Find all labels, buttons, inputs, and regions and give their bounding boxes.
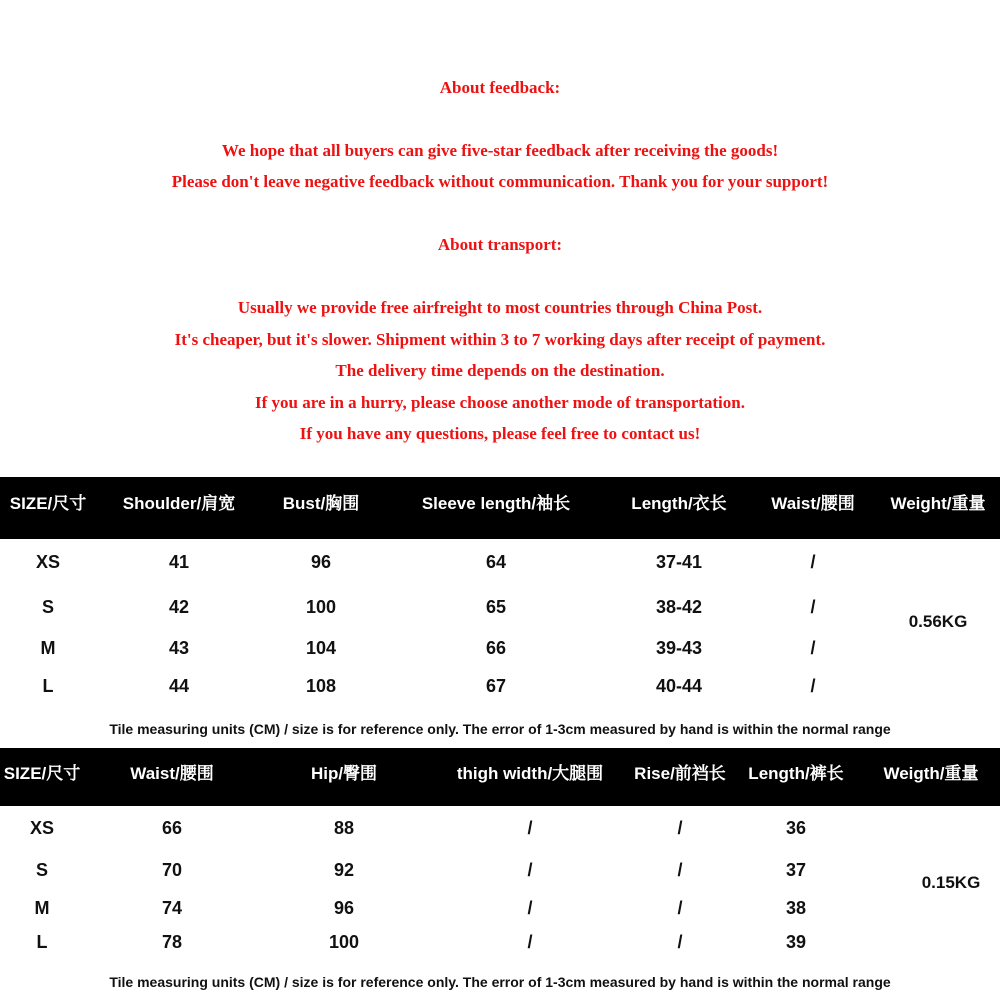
header-rise: Rise/前裆长 [634,764,726,783]
table-row-cell: 37-41 [655,552,703,572]
table-row-cell: 41 [168,552,190,572]
table-row-cell: 88 [333,818,355,838]
table-row-cell: / [527,898,533,918]
feedback-line-2: Please don't leave negative feedback without communication. Thank you for your support! [171,172,829,191]
table-row-cell: / [810,552,816,572]
bottom-size-table [0,748,1000,1000]
header-size: SIZE/尺寸 [3,764,81,783]
table-row-cell: / [527,932,533,952]
transport-line-1: Usually we provide free airfreight to most countries through China Post. [237,298,763,317]
table-row-cell: 67 [485,676,507,696]
table-row-cell: 66 [161,818,183,838]
table-row-cell: M [40,638,56,658]
header-waist: Waist/腰围 [130,764,214,783]
table-row-cell: 64 [485,552,507,572]
header-thigh-width: thigh width/大腿围 [456,764,604,783]
header-sleeve-length: Sleeve length/袖长 [421,494,571,513]
transport-line-2: It's cheaper, but it's slower. Shipment within 3 to 7 working days after receipt of payment. [174,330,826,349]
table-row-cell: 104 [305,638,337,658]
table-row-cell: 100 [305,597,337,617]
table-row-cell: 40-44 [655,676,703,696]
header-shoulder: Shoulder/肩宽 [122,494,236,513]
table-row-cell: S [35,860,49,880]
table-row-cell: / [677,860,683,880]
table-row-cell: 96 [310,552,332,572]
table-row-cell: 38 [785,898,807,918]
table-row-cell: 43 [168,638,190,658]
table-row-cell: / [527,818,533,838]
bottom-table-header [0,748,1000,806]
table-row-cell: / [677,898,683,918]
transport-title: About transport: [437,235,563,254]
table-row-cell: 66 [485,638,507,658]
table-row-cell: 70 [161,860,183,880]
table-row-cell: 38-42 [655,597,703,617]
table-row-cell: 100 [328,932,360,952]
table-row-cell: 78 [161,932,183,952]
table-row-cell: XS [35,552,61,572]
header-length: Length/衣长 [631,494,727,513]
feedback-title: About feedback: [439,78,561,97]
table-row-cell: L [36,932,48,952]
transport-line-5: If you have any questions, please feel free to contact us! [299,424,701,443]
transport-line-3: The delivery time depends on the destination. [335,361,665,380]
table-row-cell: 108 [305,676,337,696]
table-row-cell: / [677,932,683,952]
table-row-cell: / [810,597,816,617]
table-row-cell: 92 [333,860,355,880]
table-row-cell: 42 [168,597,190,617]
header-hip: Hip/臀围 [310,764,378,783]
table-row-cell: 39 [785,932,807,952]
bottom-weight-value: 0.15KG [921,873,981,892]
table-row-cell: 37 [785,860,807,880]
table-row-cell: / [677,818,683,838]
top-table-header [0,477,1000,539]
top-weight-value: 0.56KG [908,612,968,631]
header-weight: Weight/重量 [890,494,986,513]
transport-line-4: If you are in a hurry, please choose another mode of transportation. [254,393,745,412]
table-row-cell: 74 [161,898,183,918]
table-row-cell: 96 [333,898,355,918]
table-row-cell: / [810,676,816,696]
table-row-cell: / [527,860,533,880]
top-table-footnote: Tile measuring units (CM) / size is for reference only. The error of 1-3cm measured by hand is within the normal range [109,721,891,737]
table-row-cell: L [42,676,54,696]
table-row-cell: 36 [785,818,807,838]
table-row-cell: / [810,638,816,658]
header-size: SIZE/尺寸 [9,494,87,513]
header-weight: Weigth/重量 [883,764,979,783]
table-row-cell: M [34,898,50,918]
top-size-table [0,477,1000,742]
header-bust: Bust/胸围 [282,494,360,513]
feedback-line-1: We hope that all buyers can give five-star feedback after receiving the goods! [221,141,779,160]
header-waist: Waist/腰围 [771,494,855,513]
table-row-cell: 44 [168,676,190,696]
header-length: Length/裤长 [748,764,844,783]
table-row-cell: XS [29,818,55,838]
table-row-cell: 65 [485,597,507,617]
bottom-table-footnote: Tile measuring units (CM) / size is for reference only. The error of 1-3cm measured by hand is within the normal range [109,974,891,990]
table-row-cell: S [41,597,55,617]
table-row-cell: 39-43 [655,638,703,658]
